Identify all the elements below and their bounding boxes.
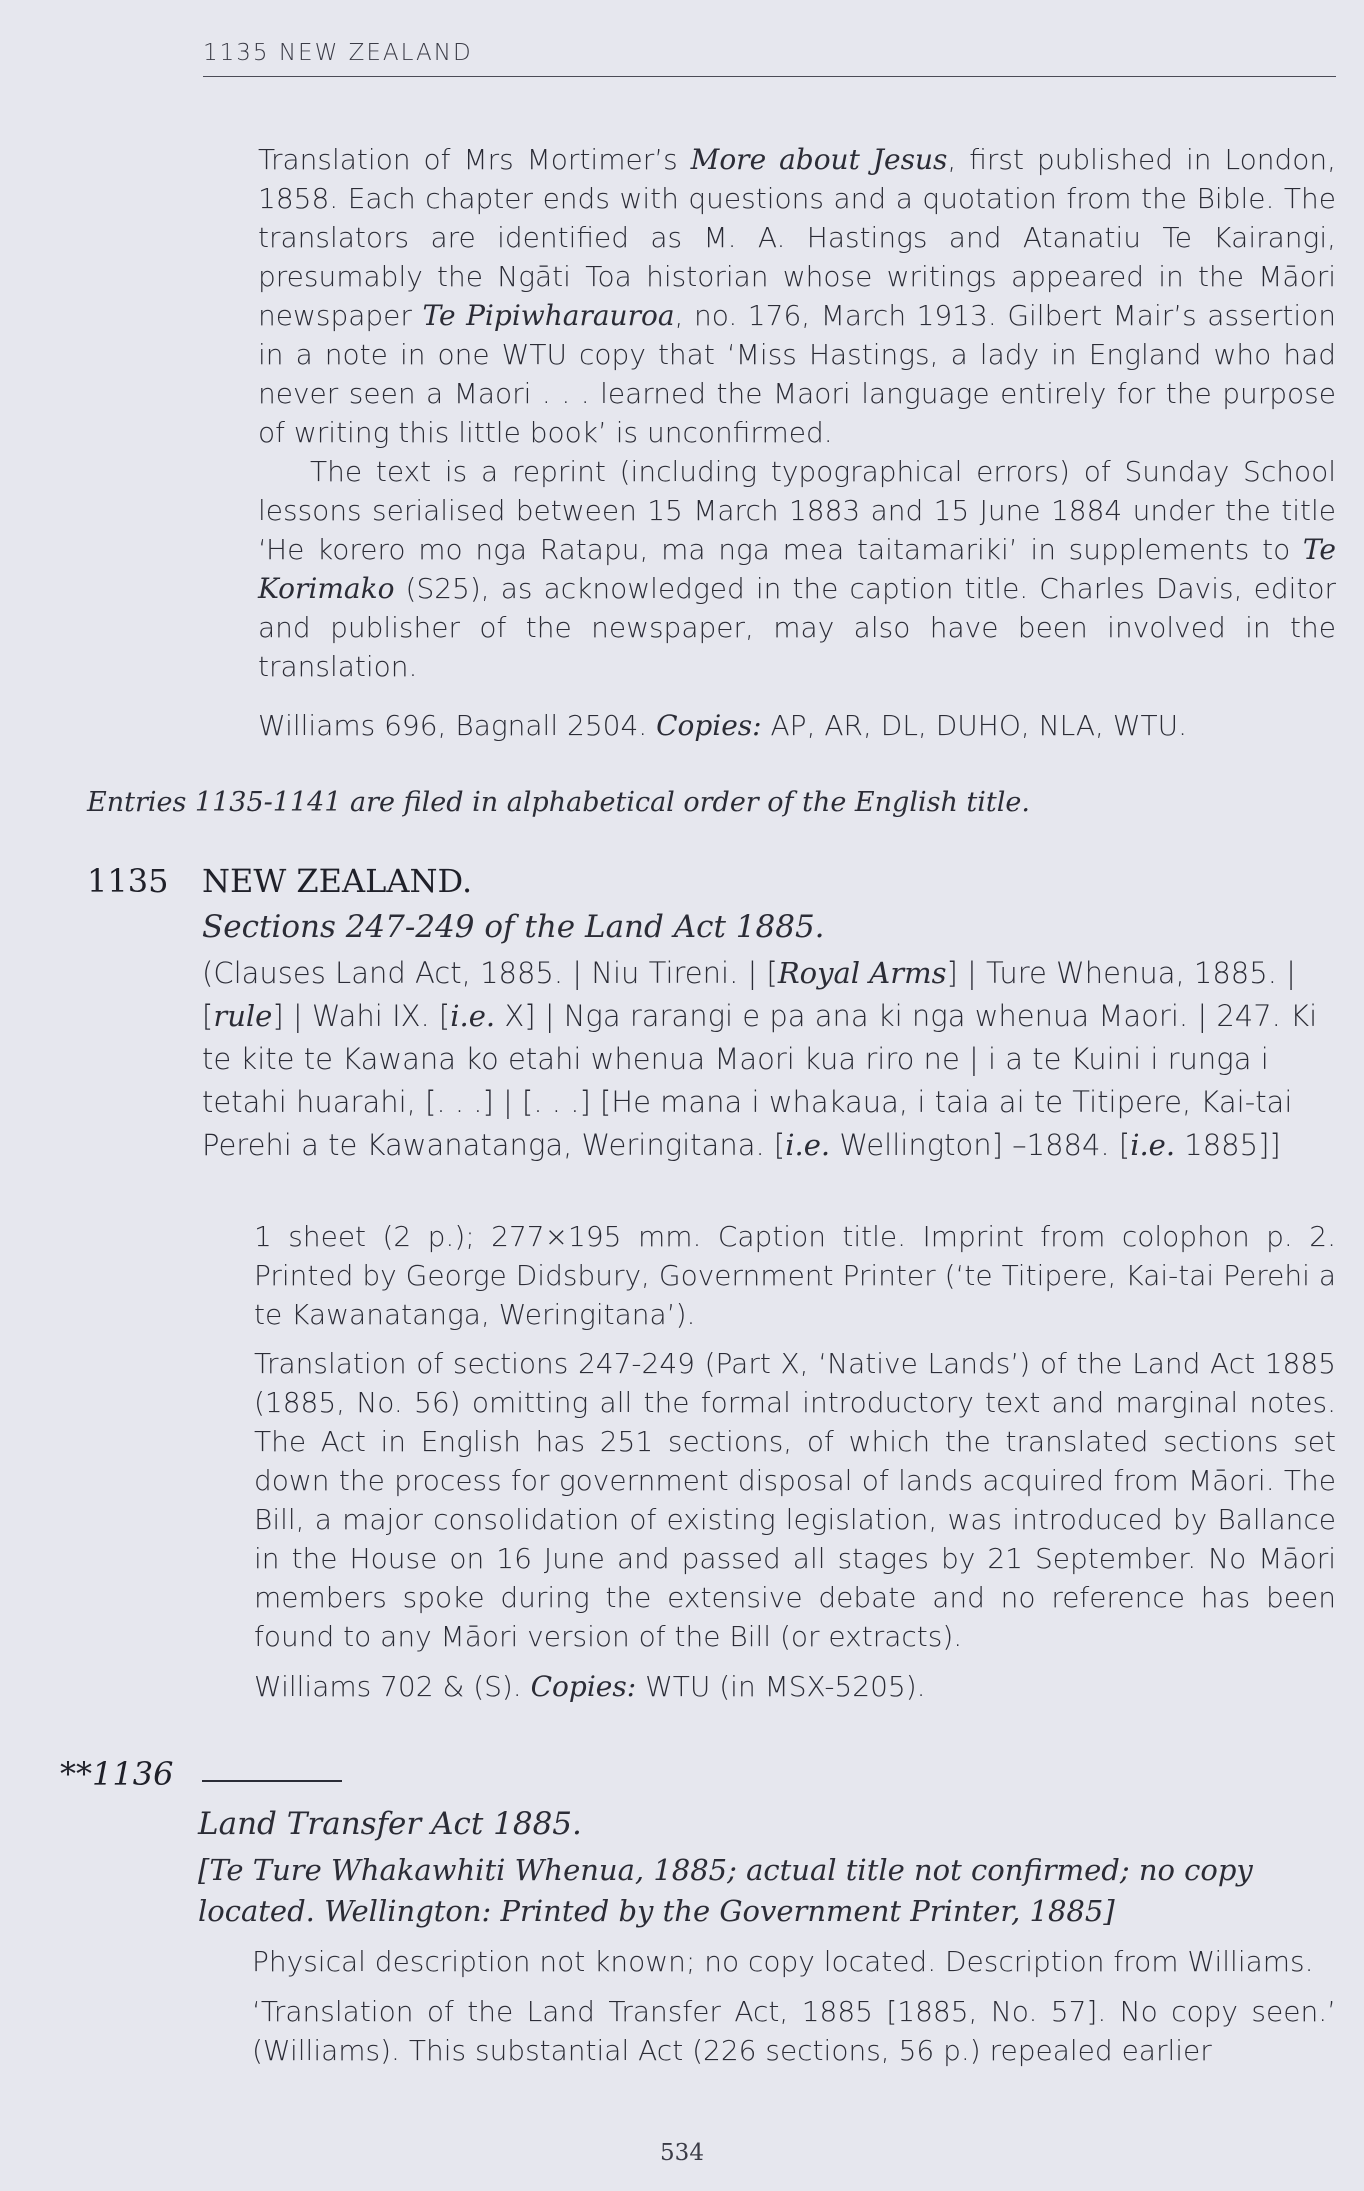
- bracketed-title: [Te Ture Whakawhiti Whenua, 1885; actual title not confirmed; no copy located. Wellington: Printed by the Government Printer, 1885]: [198, 1853, 1253, 1928]
- ditto-rule: [202, 1780, 342, 1782]
- prev-entry-paragraph-1: Translation of Mrs Mortimer’s More about Jesus, first published in London, 1858. Each chapter ends with questions and a quotation from the Bible. The translators are identified as M. A. Hastings and Atanatiu Te Kairangi, presumably the Ngāti Toa historian whose writings appeared in the Māori newspaper Te Pipiwharauroa, no. 176, March 1913. Gilbert Mair’s assertion in a note in one WTU copy that ‘Miss Hastings, a lady in England who had never seen a Maori . . . learned the Maori language entirely for the purpose of writing this little book’ is unconfirmed.: [258, 143, 1336, 449]
- entry-number: 1135: [87, 862, 169, 900]
- entry-heading: NEW ZEALAND.: [202, 862, 473, 900]
- prev-entry-paragraph-2: The text is a reprint (including typographical errors) of Sunday School lessons serialised between 15 March 1883 and 15 June 1884 under the title ‘He korero mo nga Ratapu, ma nga mea taitamariki’ in supplements to Te Korimako (S25), as acknowledged in the caption title. Charles Davis, editor and publisher of the newspaper, may also have been involved in the translation.: [258, 455, 1336, 683]
- page-number: 534: [660, 2140, 704, 2166]
- entry-notes: Translation of sections 247-249 (Part X, ‘Native Lands’) of the Land Act 1885 (1885, No. 56) omitting all the formal introductory text and marginal notes. The Act in English has 251 sections, of which the translated sections set down the process for government disposal of lands acquired from Māori. The Bill, a major consolidation of existing legislation, was introduced by Ballance in the House on 16 June and passed all stages by 21 September. No Māori members spoke during the extensive debate and no reference has been found to any Māori version of the Bill (or extracts).: [254, 1347, 1336, 1653]
- entry-references: Williams 702 & (S). Copies: WTU (in MSX-5205).: [254, 1670, 926, 1703]
- filing-note: Entries 1135-1141 are filed in alphabetical order of the English title.: [87, 787, 1030, 818]
- running-head: 1135 NEW ZEALAND: [203, 40, 473, 66]
- prev-entry-references: Williams 696, Bagnall 2504. Copies: AP, AR, DL, DUHO, NLA, WTU.: [258, 709, 1188, 742]
- entry-number: **1136: [60, 1755, 174, 1793]
- entry-title: Land Transfer Act 1885.: [198, 1806, 582, 1842]
- prev-entry-notes: [258, 140, 1336, 686]
- book-title: More about Jesus: [690, 143, 948, 176]
- entry-notes: ‘Translation of the Land Transfer Act, 1885 [1885, No. 57]. No copy seen.’ (Williams). This substantial Act (226 sections, 56 p.) repealed earlier: [252, 1995, 1336, 2067]
- entry-title: Sections 247-249 of the Land Act 1885.: [202, 909, 825, 945]
- physical-description: 1 sheet (2 p.); 277×195 mm. Caption title. Imprint from colophon p. 2. Printed by George Didsbury, Government Printer (‘te Titipere, Kai-tai Perehi a te Kawanatanga, Weringitana’).: [254, 1220, 1336, 1331]
- physical-description: Physical description not known; no copy located. Description from Williams.: [252, 1945, 1314, 1978]
- transcribed-title: (Clauses Land Act, 1885. | Niu Tireni. | [Royal Arms] | Ture Whenua, 1885. | [rule] | Wahi IX. [i.e. X] | Nga rarangi e pa ana ki nga whenua Maori. | 247. Ki te kite te Kawana ko etahi whenua Maori kua riro ne | i a te Kuini i runga i tetahi huarahi, [. . .] | [. . .] [He mana i whakaua, i taia ai te Titipere, Kai-tai Perehi a te Kawanatanga, Weringitana. [i.e. Wellington] –1884. [i.e. 1885]]: [202, 956, 1318, 1162]
- newspaper-title: Te Korimako: [258, 533, 1336, 605]
- newspaper-title: Te Pipiwharauroa: [422, 299, 675, 332]
- header-rule: [203, 76, 1336, 77]
- copies-label: Copies:: [656, 709, 762, 742]
- copies-label: Copies:: [530, 1670, 637, 1703]
